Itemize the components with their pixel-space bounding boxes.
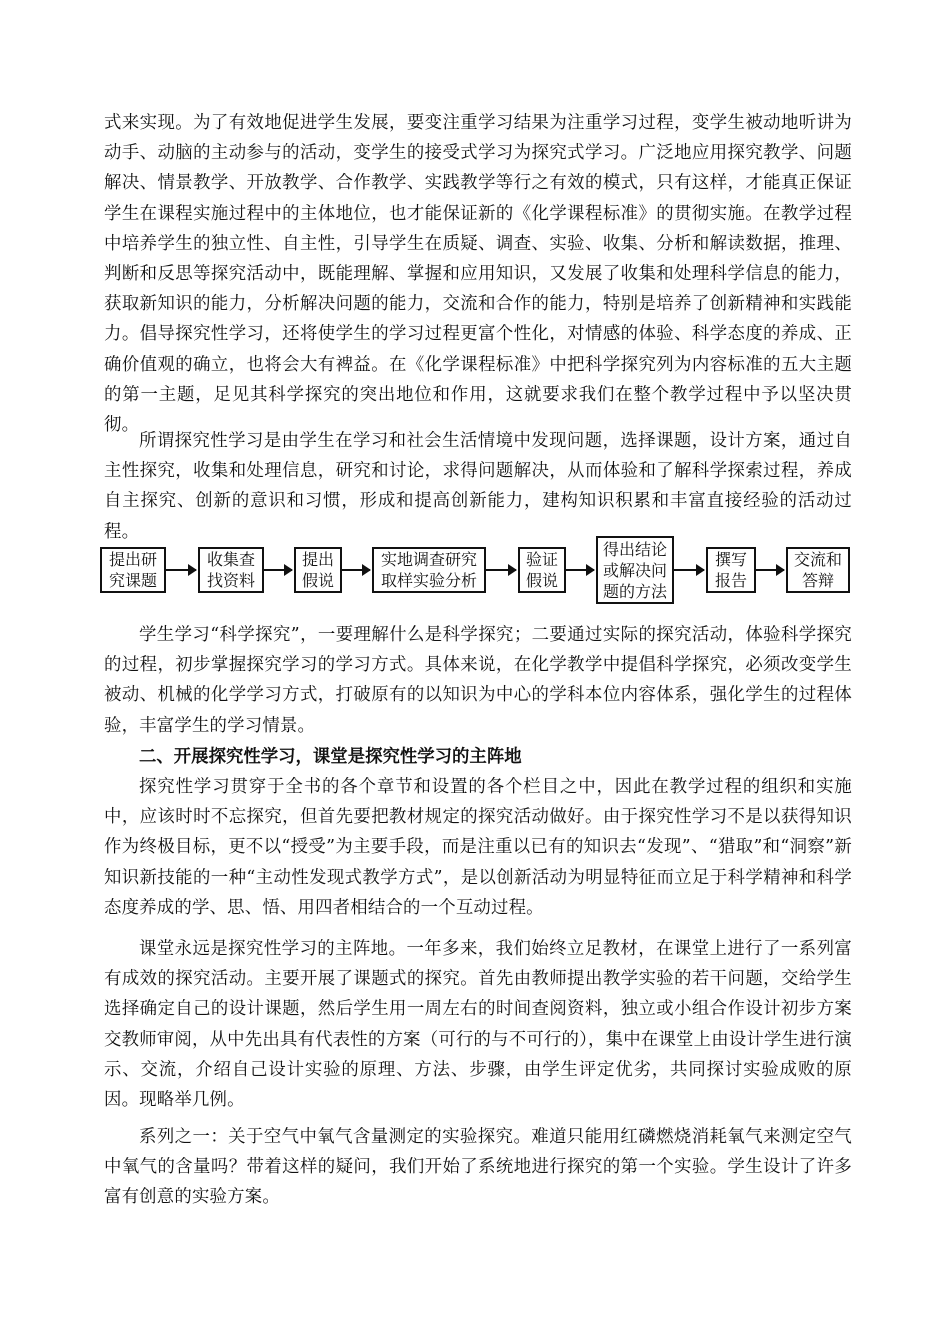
flow-step-6: 得出结论 或解决问 题的方法 xyxy=(596,536,674,604)
paragraph-4: 探究性学习贯穿于全书的各个章节和设置的各个栏目之中，因此在教学过程的组织和实施中，应该时时不忘探究，但首先要把教材规定的探究活动做好。由于探究性学习不是以获得知识作为终极目标，更不以“授受”为主要手段，而是注重以已有的知识去“发现”、“猎取”和“洞察”新知识新技能的一种“主动性发现式教学方式”，是以创新活动为明显特征而立足于科学精神和科学态度养成的学、思、悟、用四者相结合的一个互动过程。 xyxy=(104,777,852,918)
flow-arrow xyxy=(674,569,704,571)
flow-arrow xyxy=(342,569,370,571)
inquiry-flowchart xyxy=(100,536,852,606)
paragraph-1: 式来实现。为了有效地促进学生发展，要变注重学习结果为注重学习过程，变学生被动地听讲为动手、动脑的主动参与的活动，变学生的接受式学习为探究式学习。广泛地应用探究教学、问题解决、情景教学、开放教学、合作教学、实践教学等行之有效的模式，只有这样，才能真正保证学生在课程实施过程中的主体地位，也才能保证新的《化学课程标准》的贯彻实施。在教学过程中培养学生的独立性、自主性，引导学生在质疑、调查、实验、收集、分析和解读数据，推理、判断和反思等探究活动中，既能理解、掌握和应用知识，又发展了收集和处理科学信息的能力，获取新知识的能力，分析解决问题的能力，交流和合作的能力，特别是培养了创新精神和实践能力。倡导探究性学习，还将使学生的学习过程更富个性化，对情感的体验、科学态度的养成、正确价值观的确立，也将会大有裨益。在《化学课程标准》中把科学探究列为内容标准的五大主题的第一主题，足见其科学探究的突出地位和作用，这就要求我们在整个教学过程中予以坚决贯彻。 xyxy=(104,113,852,436)
paragraph-3: 学生学习“科学探究”，一要理解什么是科学探究；二要通过实际的探究活动，体验科学探究的过程，初步掌握探究学习的学习方式。具体来说，在化学教学中提倡科学探究，必须改变学生被动、机械的化学学习方式，打破原有的以知识为中心的学科本位内容体系，强化学生的过程体验，丰富学生的学习情景。 xyxy=(104,625,852,736)
flow-arrow xyxy=(486,569,516,571)
flow-step-4: 实地调查研究 取样实验分析 xyxy=(372,547,486,593)
paragraph-5: 课堂永远是探究性学习的主阵地。一年多来，我们始终立足教材，在课堂上进行了一系列富有成效的探究活动。主要开展了课题式的探究。首先由教师提出教学实验的若干问题，交给学生选择确定自己的设计课题，然后学生用一周左右的时间查阅资料，独立或小组合作设计初步方案交教师审阅，从中先出具有代表性的方案（可行的与不可行的），集中在课堂上由设计学生进行演示、交流，介绍自己设计实验的原理、方法、步骤，由学生评定优劣，共同探讨实验成败的原因。现略举几例。 xyxy=(104,939,852,1111)
flow-step-1: 提出研 究课题 xyxy=(100,547,166,593)
flow-step-2: 收集查 找资料 xyxy=(198,547,264,593)
flow-step-7: 撰写 报告 xyxy=(706,547,756,593)
flow-arrow xyxy=(566,569,594,571)
flow-arrow xyxy=(756,569,784,571)
section-heading: 二、开展探究性学习，课堂是探究性学习的主阵地 xyxy=(139,747,522,767)
paragraph-6: 系列之一：关于空气中氧气含量测定的实验探究。难道只能用红磷燃烧消耗氧气来测定空气中氧气的含量吗？带着这样的疑问，我们开始了系统地进行探究的第一个实验。学生设计了许多富有创意的实验方案。 xyxy=(104,1127,852,1208)
flow-step-8: 交流和 答辩 xyxy=(786,547,850,593)
flow-arrow xyxy=(264,569,292,571)
flow-arrow xyxy=(166,569,196,571)
flow-step-5: 验证 假说 xyxy=(518,547,566,593)
flow-step-3: 提出 假说 xyxy=(294,547,342,593)
paragraph-2: 所谓探究性学习是由学生在学习和社会生活情境中发现问题，选择课题，设计方案，通过自主性探究，收集和处理信息，研究和讨论，求得问题解决，从而体验和了解科学探索过程，养成自主探究、创新的意识和习惯，形成和提高创新能力，建构知识积累和丰富直接经验的活动过程。 xyxy=(104,431,852,542)
